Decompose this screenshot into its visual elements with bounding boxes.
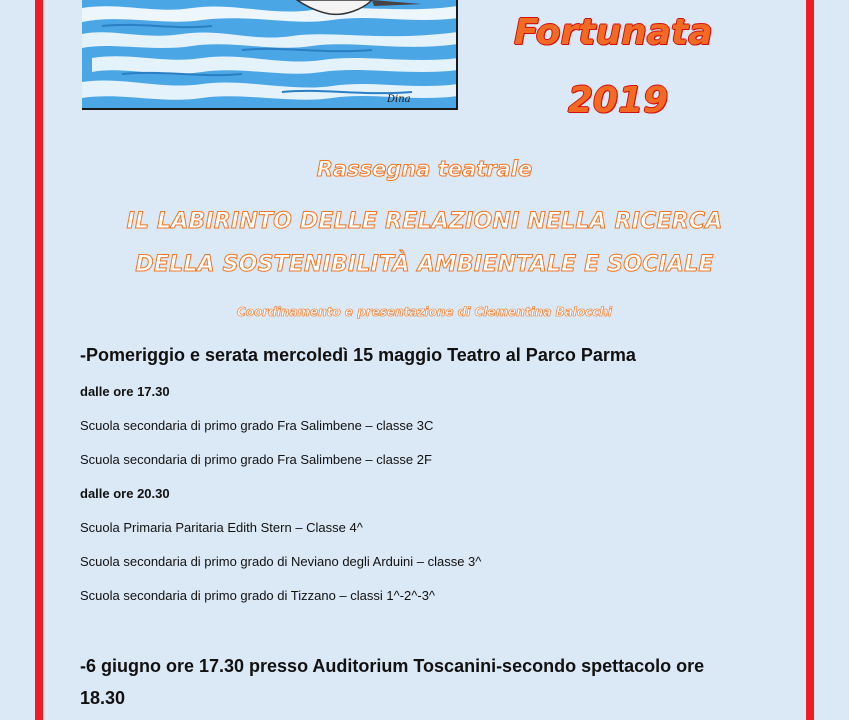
event-2-heading: -6 giugno ore 17.30 presso Auditorium Toscanini-secondo spettacolo ore xyxy=(80,656,705,676)
theme-line-1: IL LABIRINTO DELLE RELAZIONI NELLA RICERCA xyxy=(126,209,723,234)
list-item: Scuola secondaria di primo grado di Neviano degli Arduini – classe 3^ xyxy=(80,554,482,569)
list-item: Scuola secondaria di primo grado di Tizzano – classi 1^-2^-3^ xyxy=(80,588,436,603)
red-border-right xyxy=(806,0,814,720)
session-2-time: dalle ore 20.30 xyxy=(80,486,170,501)
theme-line-2: DELLA SOSTENIBILITÀ AMBIENTALE E SOCIALE xyxy=(135,252,714,277)
title-fortunata: Fortunata xyxy=(514,12,713,53)
list-item: Scuola Primaria Paritaria Edith Stern – Classe 4^ xyxy=(80,520,363,535)
event-2-heading-continued: 18.30 xyxy=(80,688,126,708)
list-item: Scuola secondaria di primo grado Fra Salimbene – classe 2F xyxy=(80,452,432,467)
sea-painting xyxy=(82,0,458,110)
title-year: 2019 xyxy=(568,80,669,121)
subtitle-rassegna: Rassegna teatrale xyxy=(316,157,533,181)
session-1-time: dalle ore 17.30 xyxy=(80,384,170,399)
painting-signature: Dina xyxy=(387,94,411,105)
list-item: Scuola secondaria di primo grado Fra Salimbene – classe 3C xyxy=(80,418,434,433)
coordination-credit: Coordinamento e presentazione di Clementina Balocchi xyxy=(237,305,612,319)
red-border-left xyxy=(35,0,43,720)
event-1-heading: -Pomeriggio e serata mercoledì 15 maggio Teatro al Parco Parma xyxy=(80,345,636,365)
